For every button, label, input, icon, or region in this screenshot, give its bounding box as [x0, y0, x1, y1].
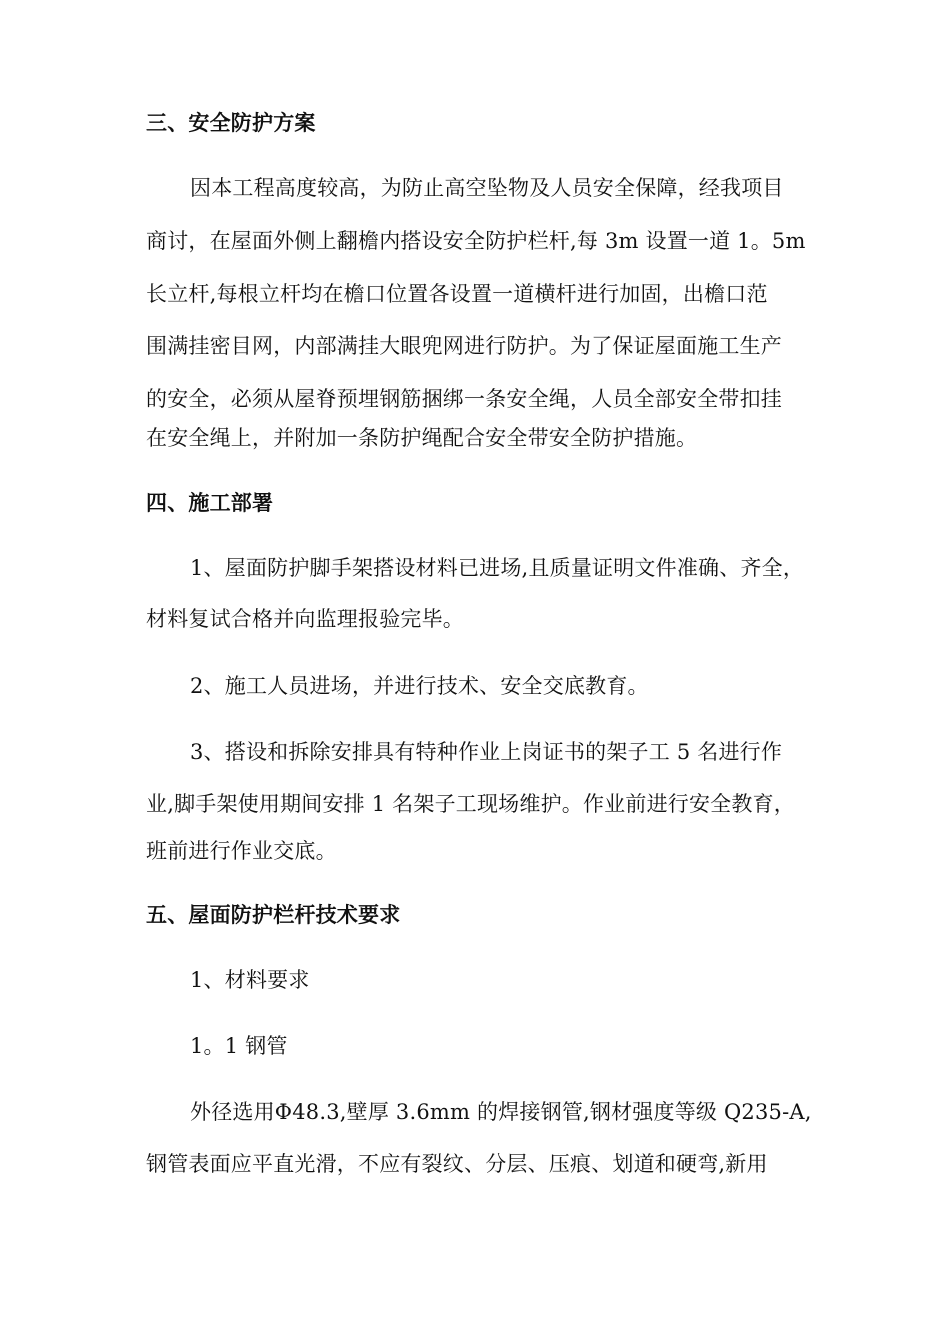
- list-item-line: 1、屋面防护脚手架搭设材料已进场,且质量证明文件准确、齐全，: [190, 556, 805, 580]
- list-item-line: 2、施工人员进场，并进行技术、安全交底教育。: [190, 674, 649, 698]
- subheading: 1、材料要求: [190, 968, 310, 992]
- paragraph-line: 钢管表面应平直光滑，不应有裂纹、分层、压痕、划道和硬弯,新用: [146, 1152, 768, 1176]
- paragraph-line: 长立杆,每根立杆均在檐口位置各设置一道横杆进行加固，出檐口范: [146, 282, 768, 306]
- section-heading-3: 三、安全防护方案: [146, 111, 316, 135]
- paragraph-line: 围满挂密目网，内部满挂大眼兜网进行防护。为了保证屋面施工生产: [146, 334, 782, 358]
- section-heading-5: 五、屋面防护栏杆技术要求: [146, 903, 401, 927]
- list-item-line: 3、搭设和拆除安排具有特种作业上岗证书的架子工 5 名进行作: [190, 740, 783, 764]
- subheading: 1。1 钢管: [190, 1034, 288, 1058]
- paragraph-line: 商讨，在屋面外侧上翻檐内搭设安全防护栏杆,每 3m 设置一道 1。5m: [146, 229, 806, 253]
- paragraph-line: 的安全，必须从屋脊预埋钢筋捆绑一条安全绳，人员全部安全带扣挂: [146, 387, 782, 411]
- list-item-line: 班前进行作业交底。: [146, 839, 337, 863]
- paragraph-line: 因本工程高度较高，为防止高空坠物及人员安全保障，经我项目: [190, 176, 784, 200]
- paragraph-line: 在安全绳上，并附加一条防护绳配合安全带安全防护措施。: [146, 426, 698, 450]
- list-item-line: 材料复试合格并向监理报验完毕。: [146, 607, 464, 631]
- paragraph-line: 外径选用Φ48.3,壁厚 3.6mm 的焊接钢管,钢材强度等级 Q235-A,: [190, 1100, 812, 1124]
- section-heading-4: 四、施工部署: [146, 491, 274, 515]
- list-item-line: 业,脚手架使用期间安排 1 名架子工现场维护。作业前进行安全教育，: [146, 792, 795, 816]
